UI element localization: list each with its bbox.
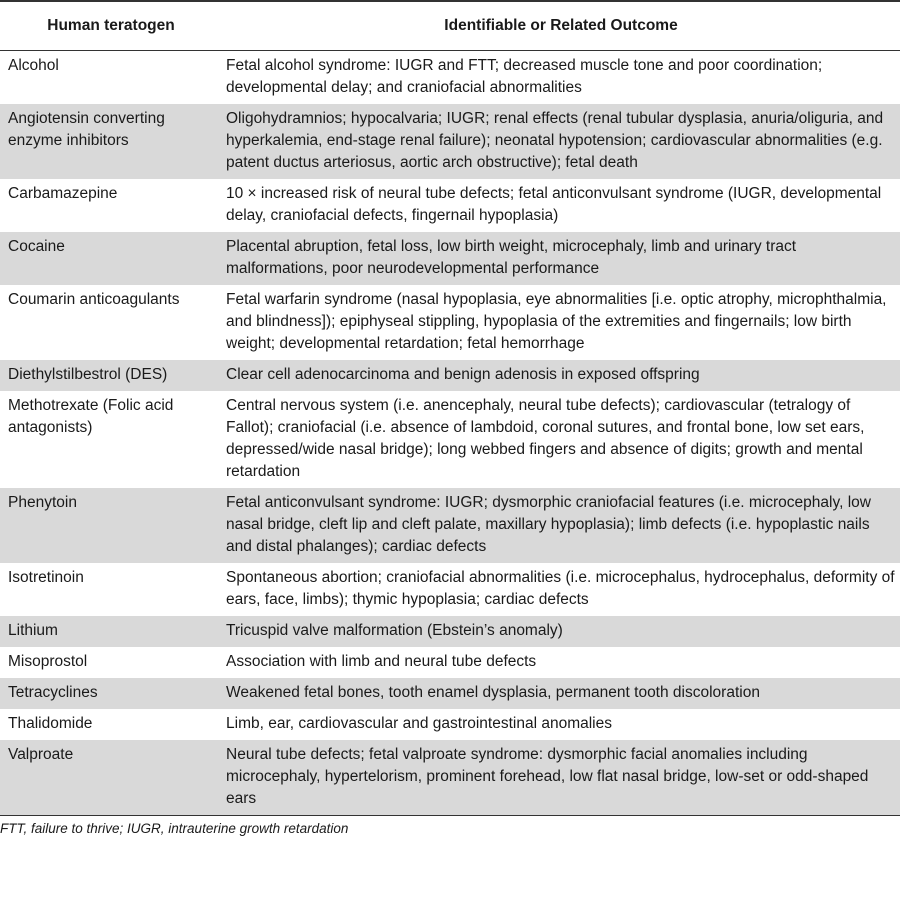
teratogen-cell: Methotrexate (Folic acid antagonists): [8, 396, 174, 436]
outcome-cell: Fetal warfarin syndrome (nasal hypoplasia, eye abnormalities [i.e. optic atrophy, microphthalmia, and blindness]); epiphyseal stippling, hypoplasia of the extremities and fingernails; low birth weight; developmental retardation; fetal hemorrhage: [226, 290, 887, 352]
table-row: [0, 616, 900, 647]
teratogen-cell: Phenytoin: [0, 488, 222, 563]
table-row: [0, 50, 900, 104]
table-row: [0, 488, 900, 563]
table-footnote: FTT, failure to thrive; IUGR, intrauterine growth retardation: [0, 820, 349, 836]
table-row: [0, 285, 900, 360]
table-row: [0, 232, 900, 285]
teratogen-cell: Isotretinoin: [8, 568, 84, 586]
teratogen-cell: Thalidomide: [8, 714, 93, 732]
table-header: [0, 1, 900, 50]
teratogen-cell: Carbamazepine: [8, 184, 118, 202]
header-row: [0, 1, 900, 50]
table-row: [0, 709, 900, 740]
outcome-cell: Association with limb and neural tube defects: [226, 652, 537, 670]
outcome-cell: Limb, ear, cardiovascular and gastrointestinal anomalies: [226, 714, 612, 732]
header-outcome: Identifiable or Related Outcome: [222, 1, 900, 50]
teratogen-cell: Coumarin anticoagulants: [8, 290, 180, 308]
teratogen-cell: Diethylstilbestrol (DES): [0, 360, 222, 391]
table-row: [0, 391, 900, 488]
outcome-cell: Weakened fetal bones, tooth enamel dysplasia, permanent tooth discoloration: [222, 678, 900, 709]
table-row: [0, 360, 900, 391]
table-row: [0, 104, 900, 179]
teratogen-cell: Angiotensin converting enzyme inhibitors: [0, 104, 222, 179]
teratogen-cell: Valproate: [0, 740, 222, 816]
teratogen-cell: Cocaine: [0, 232, 222, 285]
outcome-cell: Spontaneous abortion; craniofacial abnormalities (i.e. microcephalus, hydrocephalus, deformity of ears, face, limbs); thymic hypoplasia; cardiac defects: [226, 568, 895, 608]
table-body: [0, 50, 900, 815]
teratogen-cell: Tetracyclines: [0, 678, 222, 709]
table-row: [0, 563, 900, 616]
outcome-cell: Placental abruption, fetal loss, low birth weight, microcephaly, limb and urinary tract malformations, poor neurodevelopmental performance: [222, 232, 900, 285]
outcome-cell: Central nervous system (i.e. anencephaly, neural tube defects); cardiovascular (tetralogy of Fallot); craniofacial (i.e. absence of lambdoid, coronal sutures, and frontal bone, low set ears, depressed/wide nasal bridge); long webbed fingers and absence of digits; growth and mental retardation: [226, 396, 865, 480]
header-teratogen: Human teratogen: [0, 1, 222, 50]
outcome-cell: Oligohydramnios; hypocalvaria; IUGR; renal effects (renal tubular dysplasia, anuria/oliguria, and hyperkalemia, end-stage renal failure); neonatal hypotension; cardiovascular abnormalities (e.g. patent ductus arteriosus, aortic arch obstructive); fetal death: [222, 104, 900, 179]
outcome-cell: Tricuspid valve malformation (Ebstein’s anomaly): [222, 616, 900, 647]
outcome-cell: Fetal alcohol syndrome: IUGR and FTT; decreased muscle tone and poor coordination; developmental delay; and craniofacial abnormalities: [226, 56, 823, 96]
teratogen-cell: Lithium: [0, 616, 222, 647]
teratogen-cell: Misoprostol: [8, 652, 88, 670]
table-row: [0, 647, 900, 678]
table-row: [0, 179, 900, 232]
outcome-cell: 10 × increased risk of neural tube defects; fetal anticonvulsant syndrome (IUGR, developmental delay, craniofacial defects, fingernail hypoplasia): [226, 184, 882, 224]
teratogen-cell: Alcohol: [8, 56, 59, 74]
table-row: [0, 678, 900, 709]
outcome-cell: Clear cell adenocarcinoma and benign adenosis in exposed offspring: [222, 360, 900, 391]
outcome-cell: Fetal anticonvulsant syndrome: IUGR; dysmorphic craniofacial features (i.e. microcephaly, low nasal bridge, cleft lip and cleft palate, maxillary hypoplasia); limb defects (i.e. hypoplastic nails and distal phalanges); cardiac defects: [222, 488, 900, 563]
outcome-cell: Neural tube defects; fetal valproate syndrome: dysmorphic facial anomalies including microcephaly, hypertelorism, prominent forehead, low flat nasal bridge, low-set or odd-shaped ears: [222, 740, 900, 816]
table-row: [0, 740, 900, 816]
